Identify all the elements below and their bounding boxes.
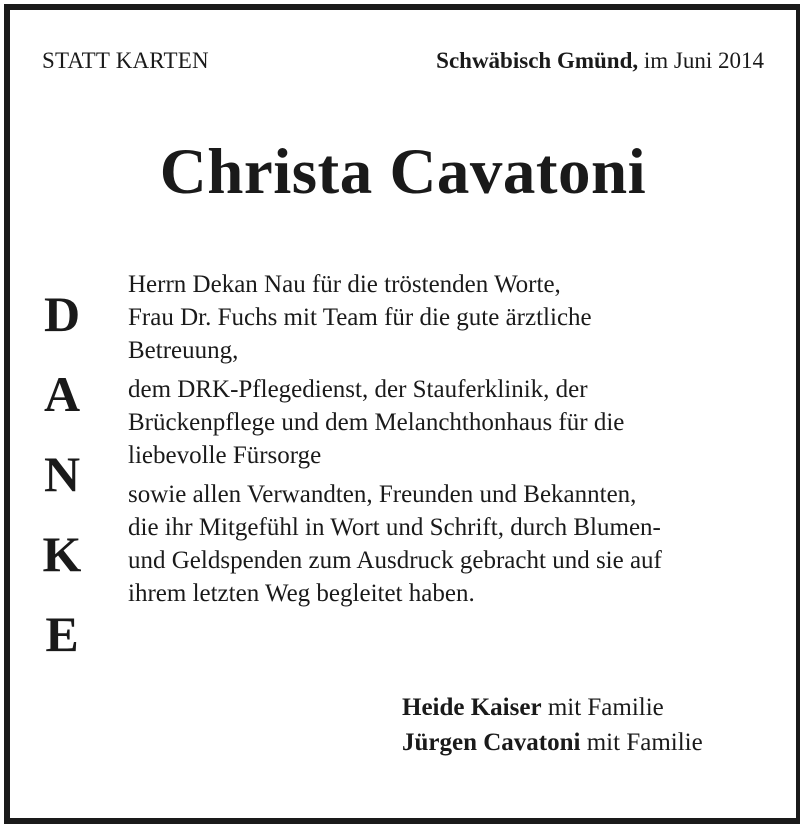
notice-border	[4, 4, 800, 824]
signature-suffix: mit Familie	[541, 694, 664, 721]
danke-letter: D	[43, 286, 81, 342]
thanks-paragraph	[128, 373, 778, 472]
text-line: Betreuung,	[128, 337, 239, 364]
text-line: sowie allen Verwandten, Freunden und Bekannten,	[128, 481, 637, 508]
notice-content	[10, 10, 796, 818]
text-line: Frau Dr. Fuchs mit Team für die gute ärztliche	[128, 304, 592, 331]
text-line: liebevolle Fürsorge	[128, 442, 322, 469]
text-line: Brückenpflege und dem Melanchthonhaus für die	[128, 409, 625, 436]
thanks-paragraph	[128, 268, 778, 367]
header-place: Schwäbisch Gmünd,	[436, 48, 639, 73]
signature-name: Heide Kaiser	[402, 694, 542, 721]
danke-letter: E	[45, 606, 79, 662]
header-statt-karten: STATT KARTEN	[42, 48, 209, 73]
signature-name: Jürgen Cavatoni	[402, 729, 581, 756]
signature-suffix: mit Familie	[580, 729, 703, 756]
text-line: ihrem letzten Weg begleitet haben.	[128, 580, 475, 607]
deceased-name: Christa Cavatoni	[159, 136, 647, 208]
text-line: Herrn Dekan Nau für die tröstenden Worte,	[128, 271, 561, 298]
thanks-paragraph	[128, 478, 778, 610]
thanks-text	[128, 268, 778, 616]
header-date: im Juni 2014	[643, 48, 764, 73]
text-line: und Geldspenden zum Ausdruck gebracht und sie auf	[128, 547, 662, 574]
header-place-date	[436, 48, 764, 74]
danke-letter: A	[43, 366, 81, 422]
signatures	[402, 690, 703, 760]
signature-line	[402, 690, 703, 725]
danke-letter: N	[43, 446, 81, 502]
danke-vertical	[36, 274, 88, 674]
danke-letter: K	[42, 526, 82, 582]
signature-line	[402, 725, 703, 760]
text-line: die ihr Mitgefühl in Wort und Schrift, durch Blumen-	[128, 514, 661, 541]
text-line: dem DRK-Pflegedienst, der Stauferklinik, der	[128, 376, 588, 403]
